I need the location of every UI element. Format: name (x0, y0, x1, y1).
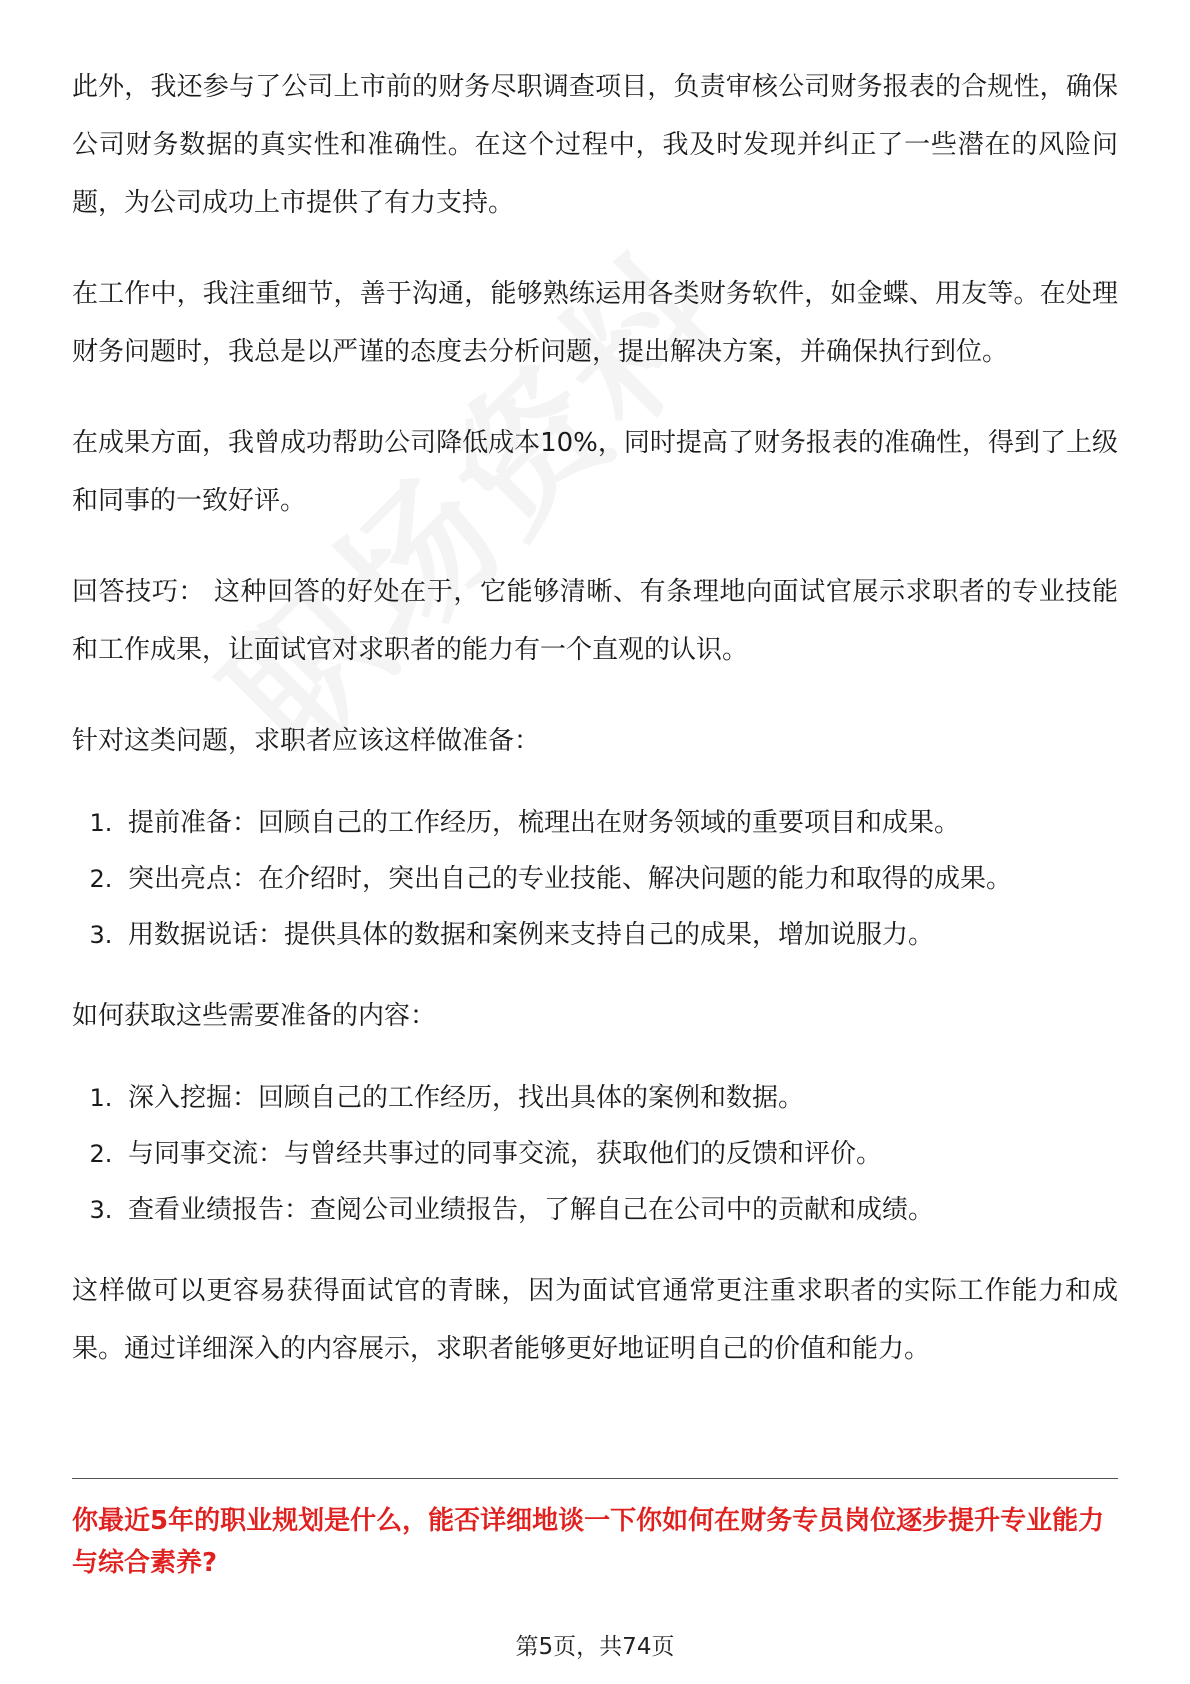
paragraph-closing: 这样做可以更容易获得面试官的青睐，因为面试官通常更注重求职者的实际工作能力和成果。通过详细深入的内容展示，求职者能够更好地证明自己的价值和能力。 (72, 1276, 1118, 1364)
list-item: 2. 与同事交流：与曾经共事过的同事交流，获取他们的反馈和评价。 (120, 1126, 1118, 1182)
paragraph-prep-intro: 针对这类问题，求职者应该这样做准备： (72, 726, 541, 756)
list-item: 1. 深入挖掘：回顾自己的工作经历，找出具体的案例和数据。 (120, 1070, 1118, 1126)
paragraph-answer-tips: 回答技巧： 这种回答的好处在于，它能够清晰、有条理地向面试官展示求职者的专业技能和工作成果，让面试官对求职者的能力有一个直观的认识。 (72, 577, 1118, 665)
get-list (72, 1070, 1118, 1238)
paragraph-achievements: 在成果方面，我曾成功帮助公司降低成本10%，同时提高了财务报表的准确性，得到了上级和同事的一致好评。 (72, 428, 1118, 516)
paragraph-work-style: 在工作中，我注重细节，善于沟通，能够熟练运用各类财务软件，如金蝶、用友等。在处理财务问题时，我总是以严谨的态度去分析问题，提出解决方案，并确保执行到位。 (72, 279, 1118, 367)
main-content (72, 58, 1118, 1411)
list-item: 1. 提前准备：回顾自己的工作经历，梳理出在财务领域的重要项目和成果。 (120, 795, 1118, 851)
prep-list (72, 795, 1118, 963)
page-number: 第5页，共74页 (515, 1634, 675, 1660)
list-item: 3. 用数据说话：提供具体的数据和案例来支持自己的成果，增加说服力。 (120, 907, 1118, 963)
list-item: 3. 查看业绩报告：查阅公司业绩报告，了解自己在公司中的贡献和成绩。 (120, 1182, 1118, 1238)
paragraph-how-to-get: 如何获取这些需要准备的内容： (72, 1001, 437, 1031)
paragraph-due-diligence: 此外，我还参与了公司上市前的财务尽职调查项目，负责审核公司财务报表的合规性，确保公司财务数据的真实性和准确性。在这个过程中，我及时发现并纠正了一些潜在的风险问题，为公司成功上市提供了有力支持。 (72, 72, 1118, 218)
list-item: 2. 突出亮点：在介绍时，突出自己的专业技能、解决问题的能力和取得的成果。 (120, 851, 1118, 907)
section-divider (72, 1478, 1118, 1479)
next-question-heading: 你最近5年的职业规划是什么，能否详细地谈一下你如何在财务专员岗位逐步提升专业能力与综合素养? (72, 1506, 1105, 1578)
